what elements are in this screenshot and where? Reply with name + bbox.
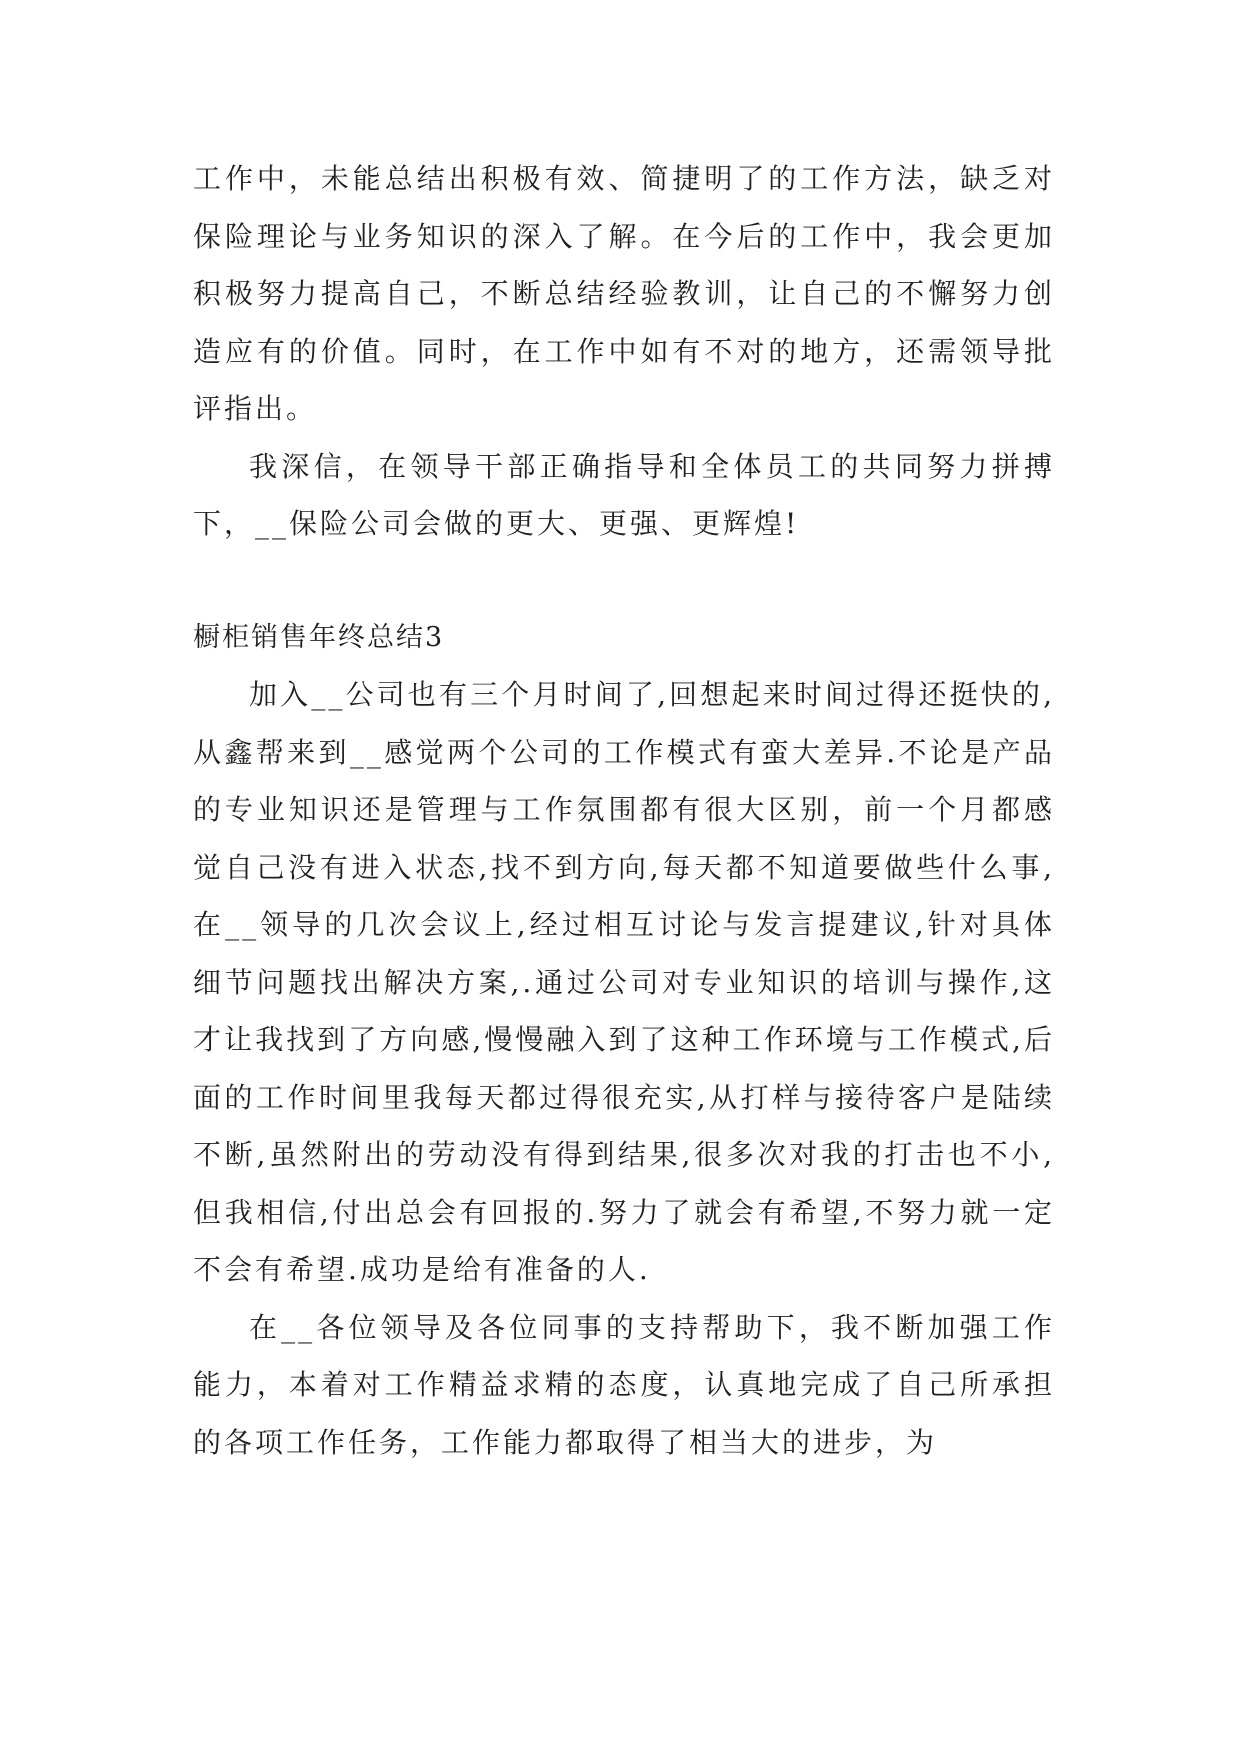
document-page — [193, 150, 1055, 1471]
section-paragraph-2: 在__各位领导及各位同事的支持帮助下，我不断加强工作能力，本着对工作精益求精的态度，认真地完成了自己所承担的各项工作任务，工作能力都取得了相当大的进步，为 — [193, 1310, 1055, 1459]
section-paragraph-1: 加入__公司也有三个月时间了,回想起来时间过得还挺快的,从鑫帮来到__感觉两个公司的工作模式有蛮大差异.不论是产品的专业知识还是管理与工作氛围都有很大区别，前一个月都感觉自己没有进入状态,找不到方向,每天都不知道要做些什么事,在__领导的几次会议上,经过相互讨论与发言提建议,针对具体细节问题找出解决方案,.通过公司对专业知识的培训与操作,这才让我找到了方向感,慢慢融入到了这种工作环境与工作模式,后面的工作时间里我每天都过得很充实,从打样与接待客户是陆续不断,虽然附出的劳动没有得到结果,很多次对我的打击也不小,但我相信,付出总会有回报的.努力了就会有希望,不努力就一定不会有希望.成功是给有准备的人. — [193, 678, 1055, 1286]
section-title: 橱柜销售年终总结3 — [193, 621, 445, 653]
paragraph-closing: 我深信，在领导干部正确指导和全体员工的共同努力拼搏下，__保险公司会做的更大、更强、更辉煌! — [193, 449, 1055, 540]
paragraph-continued: 工作中，未能总结出积极有效、简捷明了的工作方法，缺乏对保险理论与业务知识的深入了解。在今后的工作中，我会更加积极努力提高自己，不断总结经验教训，让自己的不懈努力创造应有的价值。同时，在工作中如有不对的地方，还需领导批评指出。 — [193, 162, 1055, 425]
